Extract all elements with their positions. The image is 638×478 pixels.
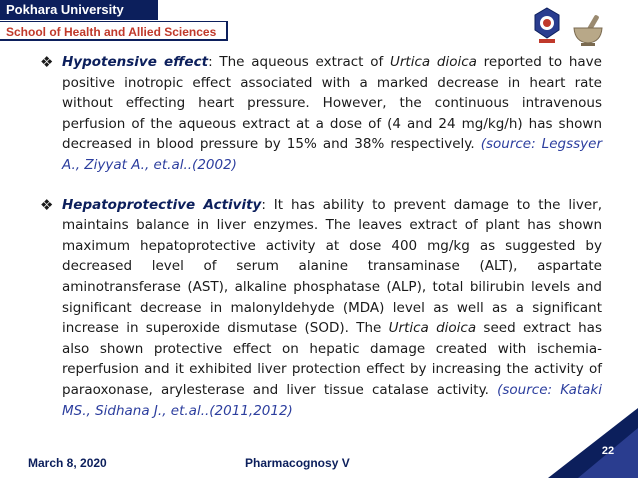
species-name: Urtica dioica bbox=[388, 320, 477, 337]
bullet-text: reported to have positive inotropic effect associated with a marked decrease in heart rate without effecting heart pressure. However, the continuous intravenous perfusion of the aqueous extract at a dose of (4 and 24 mg/kg/h) has shown decreased in blood pressure by 15% and 38% respectively. bbox=[62, 54, 602, 153]
slide-content bbox=[40, 52, 602, 440]
bullet-hypotensive bbox=[40, 52, 602, 176]
footer-course: Pharmacognosy V bbox=[245, 456, 350, 470]
bullet-text: : The aqueous extract of bbox=[208, 54, 390, 70]
bullet-text: seed extract has also shown protective effect on hepatic damage created with ischemia-reperfusion and it exhibited liver protection effect by increasing the activity of paraoxonase, arylesterase and liver tissue catalase activity. bbox=[62, 320, 602, 398]
school-banner bbox=[0, 21, 228, 41]
corner-decoration bbox=[548, 408, 638, 478]
university-banner bbox=[0, 0, 158, 20]
bullet-hepatoprotective bbox=[40, 195, 602, 422]
university-name: Pokhara University bbox=[6, 2, 124, 17]
diamond-bullet-icon: ❖ bbox=[40, 195, 54, 214]
mortar-pestle-icon bbox=[570, 12, 606, 48]
page-number: 22 bbox=[601, 445, 615, 457]
diamond-bullet-icon: ❖ bbox=[40, 53, 54, 71]
bullet-source: (source: Legssyer A., Ziyyat A., et.al..(2002) bbox=[62, 136, 602, 173]
bullet-source: (source: Kataki MS., Sidhana J., et.al..(2011,2012) bbox=[62, 381, 602, 419]
species-name: Urtica dioica bbox=[389, 54, 477, 70]
bullet-lead: Hypotensive effect bbox=[62, 54, 209, 70]
bullet-lead: Hepatoprotective Activity bbox=[62, 196, 262, 213]
school-name: School of Health and Allied Sciences bbox=[6, 25, 217, 39]
university-logo-icon bbox=[532, 6, 562, 46]
bullet-text: : It has ability to prevent damage to the liver, maintains balance in liver enzymes. The leaves extract of plant has shown maximum hepatoprotective activity at dose 400 mg/kg as suggested by decreased level of serum alanine transaminase (ALT), aspartate aminotransferase (AST), alkaline phosphatase (ALP), total bilirubin levels and significant decrease in malonyldehyde (MDA) level as well as a significant increase in superoxide dismutase (SOD). The bbox=[62, 196, 602, 337]
footer-date: March 8, 2020 bbox=[28, 456, 107, 470]
